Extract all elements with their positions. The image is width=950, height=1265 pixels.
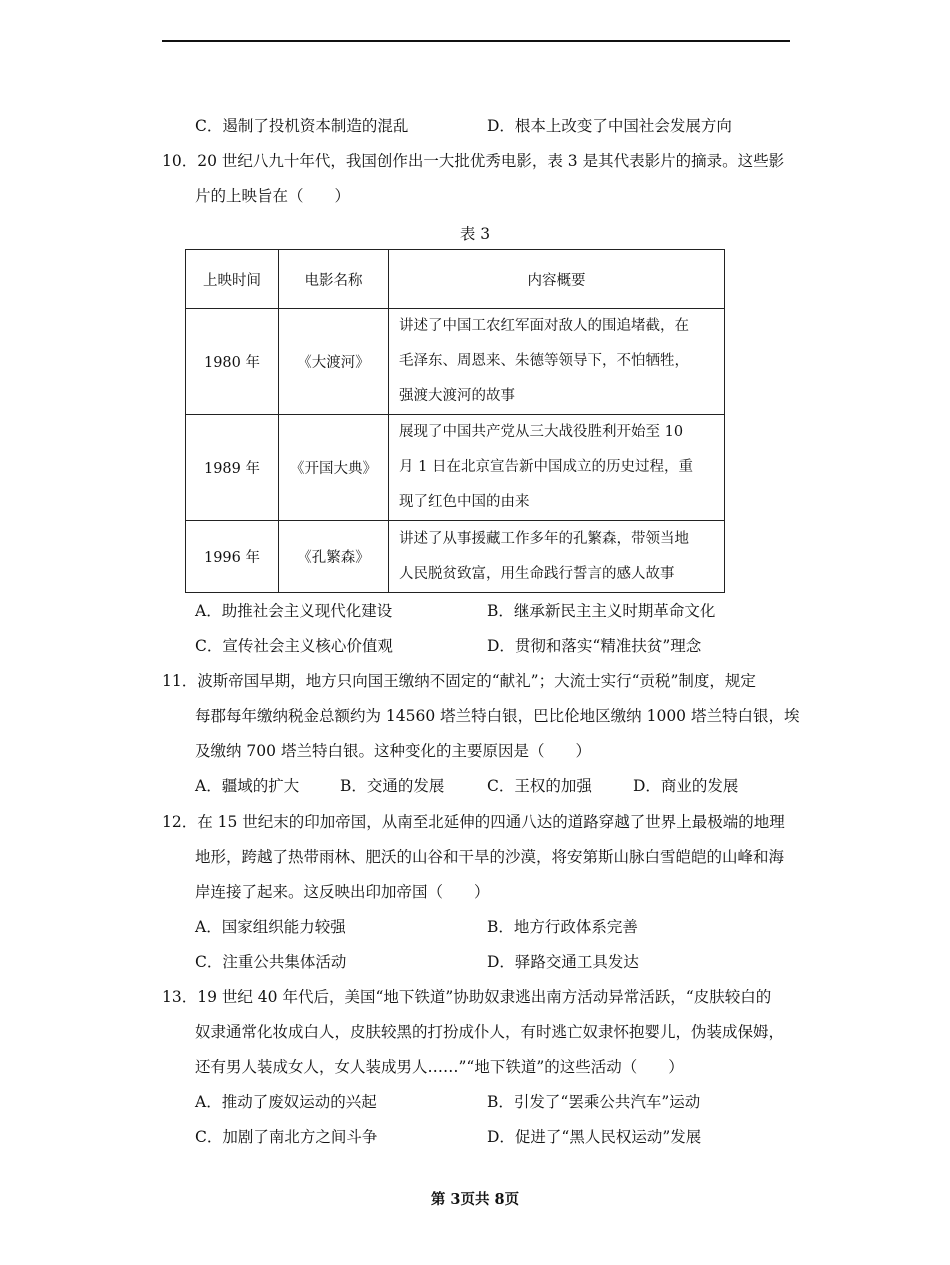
q13-option-a: A．推动了废奴运动的兴起 — [195, 1093, 377, 1111]
q11-line1: 11．波斯帝国早期，地方只向国王缴纳不固定的“献礼”；大流士实行“贡税”制度，规定 — [162, 672, 756, 690]
q12-option-c: C．注重公共集体活动 — [195, 953, 347, 971]
prev-option-c: C．遏制了投机资本制造的混乱 — [195, 117, 409, 135]
summary-line: 人民脱贫致富，用生命践行誓言的感人故事 — [399, 565, 675, 582]
q12-line3: 岸连接了起来。这反映出印加帝国（ ） — [195, 883, 490, 901]
q11-line2: 每郡每年缴纳税金总额约为 14560 塔兰特白银，巴比伦地区缴纳 1000 塔兰特白银，埃 — [195, 707, 800, 725]
row-summary — [389, 415, 725, 521]
q13-line3: 还有男人装成女人，女人装成男人……”“地下铁道”的这些活动（ ） — [195, 1058, 684, 1076]
q10-option-b: B．继承新民主主义时期革命文化 — [487, 602, 716, 620]
q10-option-c: C．宣传社会主义核心价值观 — [195, 637, 393, 655]
row-year: 1980 年 — [186, 309, 279, 415]
row-title: 《开国大典》 — [279, 415, 389, 521]
summary-line: 月 1 日在北京宣告新中国成立的历史过程，重 — [399, 459, 693, 475]
q13-option-c: C．加剧了南北方之间斗争 — [195, 1128, 378, 1146]
summary-line: 现了红色中国的由来 — [399, 494, 530, 510]
table-header-row — [186, 250, 725, 309]
q10-line2: 片的上映旨在（ ） — [195, 187, 351, 205]
row-year: 1989 年 — [186, 415, 279, 521]
q11-option-b: B．交通的发展 — [340, 777, 445, 795]
q12-line1: 12．在 15 世纪末的印加帝国，从南至北延伸的四通八达的道路穿越了世界上最极端的地理 — [162, 813, 785, 831]
q10-option-a: A．助推社会主义现代化建设 — [195, 602, 393, 620]
row-summary — [389, 521, 725, 593]
q11-option-c: C．王权的加强 — [487, 777, 592, 795]
q11-option-d: D．商业的发展 — [633, 777, 739, 795]
q13-option-b: B．引发了“罢乘公共汽车”运动 — [487, 1093, 701, 1111]
table-row — [186, 521, 725, 593]
summary-line: 毛泽东、周恩来、朱德等领导下，不怕牺牲， — [399, 353, 689, 369]
prev-option-d: D．根本上改变了中国社会发展方向 — [487, 117, 732, 135]
q11-line3: 及缴纳 700 塔兰特白银。这种变化的主要原因是（ ） — [195, 742, 591, 760]
row-year: 1996 年 — [186, 521, 279, 593]
table-caption: 表 3 — [459, 225, 491, 243]
row-summary — [389, 309, 725, 415]
header-release-time: 上映时间 — [186, 250, 279, 309]
q10-option-d: D．贯彻和落实“精准扶贫”理念 — [487, 637, 702, 655]
q13-option-d: D．促进了“黑人民权运动”发展 — [487, 1128, 702, 1146]
summary-line: 强渡大渡河的故事 — [399, 388, 515, 404]
q12-option-a: A．国家组织能力较强 — [195, 918, 346, 936]
table-row — [186, 415, 725, 521]
summary-line: 讲述了从事援藏工作多年的孔繁森，带领当地 — [399, 530, 689, 547]
page-footer: 第 3页共 8页 — [430, 1191, 520, 1208]
movie-table — [185, 249, 725, 593]
q11-option-a: A．疆域的扩大 — [195, 777, 300, 795]
q13-line1: 13．19 世纪 40 年代后，美国“地下铁道”协助奴隶逃出南方活动异常活跃，“皮肤较白的 — [162, 988, 772, 1006]
q12-line2: 地形，跨越了热带雨林、肥沃的山谷和干旱的沙漠，将安第斯山脉白雪皑皑的山峰和海 — [195, 848, 785, 866]
q10-line1: 10．20 世纪八九十年代，我国创作出一大批优秀电影，表 3 是其代表影片的摘录。这些影 — [162, 152, 785, 170]
top-rule — [162, 40, 790, 42]
summary-line: 展现了中国共产党从三大战役胜利开始至 10 — [399, 424, 684, 440]
row-title: 《孔繁森》 — [279, 521, 389, 593]
table-row — [186, 309, 725, 415]
summary-line: 讲述了中国工农红军面对敌人的围追堵截，在 — [399, 318, 689, 334]
row-title: 《大渡河》 — [279, 309, 389, 415]
q12-option-b: B．地方行政体系完善 — [487, 918, 638, 936]
q13-line2: 奴隶通常化妆成白人，皮肤较黑的打扮成仆人，有时逃亡奴隶怀抱婴儿，伪装成保姆， — [195, 1023, 785, 1041]
header-summary: 内容概要 — [389, 250, 725, 309]
q12-option-d: D．驿路交通工具发达 — [487, 953, 639, 971]
header-movie-title: 电影名称 — [279, 250, 389, 309]
